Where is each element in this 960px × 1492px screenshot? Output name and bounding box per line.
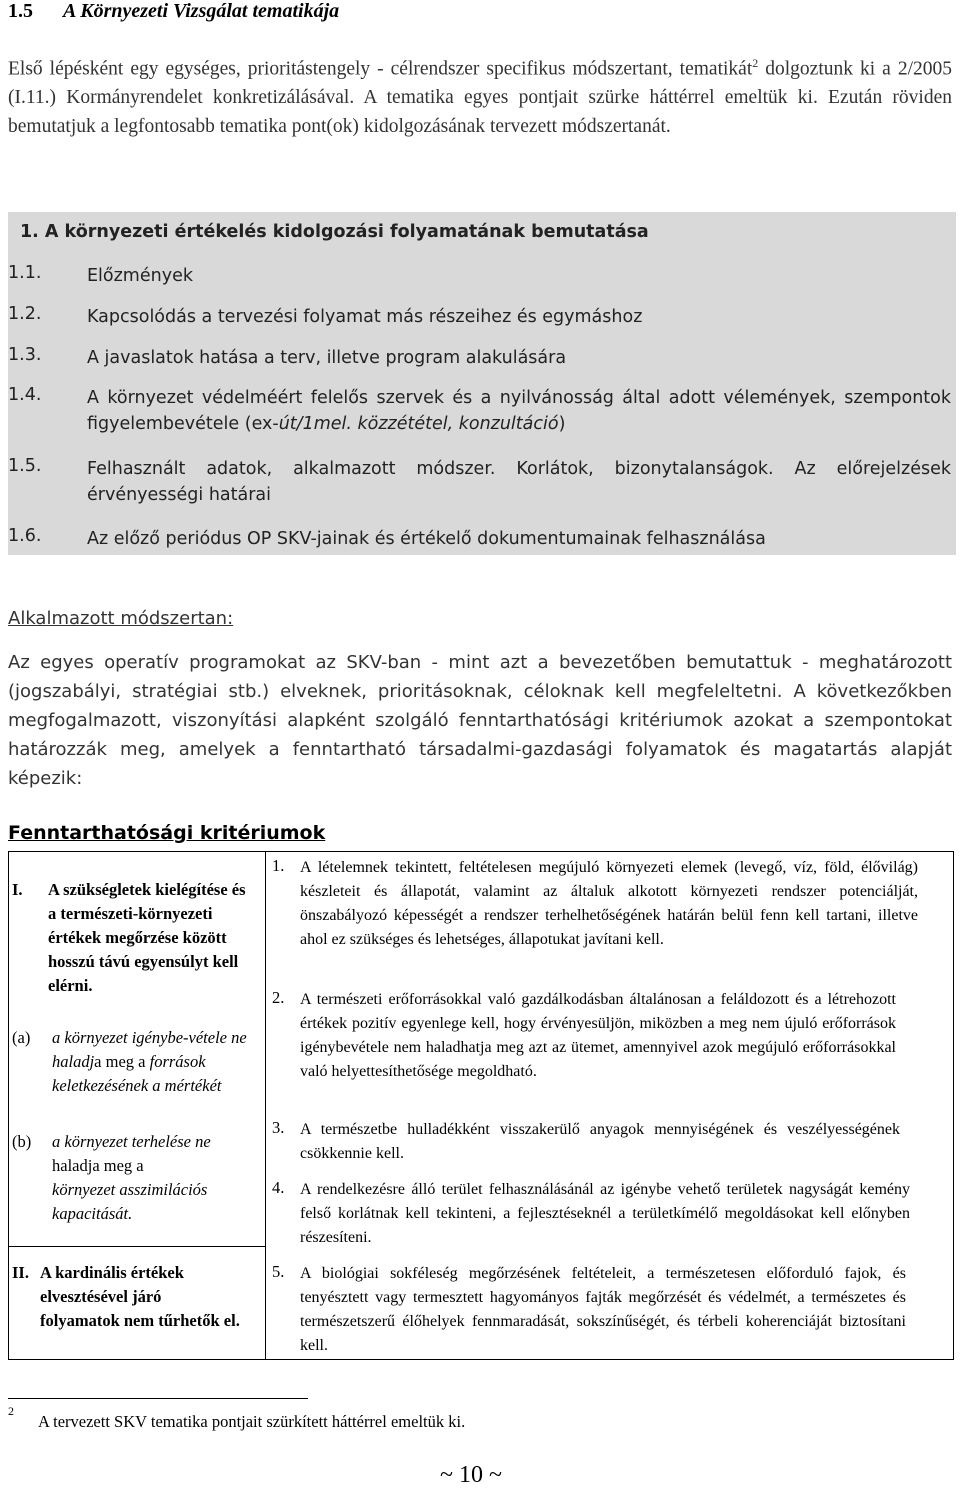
thematic-item-text: A javaslatok hatása a terv, illetve program alakulására <box>87 348 567 368</box>
footnote-separator <box>8 1398 308 1399</box>
thematic-item-text-italic: út/1mel. közzététel, konzultáció <box>278 414 559 434</box>
criterion-number: 3. <box>272 1118 285 1137</box>
thematic-item-text-main: A környezet védelméért felelős szervek és a nyilvánosság által adott vélemények, szempontok figyelembevétele (ex- <box>87 388 951 434</box>
group-1-number: I. <box>12 880 23 899</box>
page-number: ~ 10 ~ <box>440 1462 502 1488</box>
table-column-divider <box>265 851 266 1360</box>
footnote-text: A tervezett SKV tematika pontjait szürkített háttérrel emeltük ki. <box>38 1412 466 1431</box>
section-title: A Környezeti Vizsgálat tematikája <box>63 0 340 22</box>
thematic-item-text-tail: ) <box>558 414 566 434</box>
group-1-b-text: a környezet terhelése ne haladja meg a környezet asszimilációs kapacitását. <box>52 1132 211 1223</box>
thematic-main-heading: 1. A környezeti értékelés kidolgozási folyamatának bemutatása <box>20 222 649 242</box>
criterion-number: 2. <box>272 988 285 1007</box>
criterion-number: 5. <box>272 1262 285 1281</box>
method-paragraph: Az egyes operatív programokat az SKV-ban - mint azt a bevezetőben bemutattuk - meghatározott (jogszabályi, stratégiai stb.) elveknek, prioritásoknak, céloknak kell megfeleltetni. A következőkben megfogalmazott, viszonyítási alapként szolgáló fenntarthatósági kritériumok azokat a szempontokat határozzák meg, amelyek a fenntartható társadalmi-gazdasági folyamatok és magatartás alapját képezik: <box>8 652 952 789</box>
group-1-title: A szükségletek kielégítése és a természeti-környezeti értékek megőrzése között hosszú távú egyensúlyt kell elérni. <box>48 880 246 995</box>
thematic-item-text: Előzmények <box>87 266 193 286</box>
group-2-number: II. <box>12 1263 29 1282</box>
group-1-a-text: a környezet igénybe-vétele ne haladja meg a források keletkezésének a mértékét <box>52 1028 247 1095</box>
criterion-text: A természetbe hulladékként visszakerülő anyagok mennyiségének és veszélyességének csökkennie kell. <box>300 1121 900 1162</box>
thematic-item-text: Kapcsolódás a tervezési folyamat más részeihez és egymáshoz <box>87 307 643 327</box>
footnote-ref: 2 <box>752 56 759 70</box>
criterion-text: A rendelkezésre álló terület felhasználásánál az igénybe vehető területek nagyságát kemény felső korlátnak kell tekinteni, a fejlesztéseknél a területkímélő megoldásokat kell előnyben részesíteni. <box>300 1181 910 1246</box>
section-number: 1.5 <box>8 0 33 22</box>
intro-text: Első lépésként egy egységes, prioritástengely - célrendszer specifikus módszertant, tematikát <box>8 58 753 80</box>
table-row-divider <box>8 1246 266 1247</box>
thematic-item-number: 1.3. <box>8 345 42 365</box>
criterion-number: 4. <box>272 1178 285 1197</box>
criterion-text: A lételemnek tekintett, feltételesen megújuló környezeti elemek (levegő, víz, föld, élővilág) készleteit és állapotát, valamint az általuk alkotott környezeti rendszer potenciálját, önszabályozó képességét a rendszer terhelhetőségének határán belül fenn kell tartani, illetve ahol ez szükséges és lehetséges, állapotukat javítani kell. <box>300 859 918 948</box>
thematic-item-number: 1.5. <box>8 456 42 476</box>
thematic-item-number: 1.2. <box>8 304 42 324</box>
footnote-number: 2 <box>8 1404 14 1418</box>
group-2-title: A kardinális értékek elvesztésével járó folyamatok nem tűrhetők el. <box>40 1263 240 1330</box>
thematic-item-text <box>87 385 951 437</box>
criterion-text: A biológiai sokféleség megőrzésének feltételeit, a természetesen előforduló fajok, és tenyésztett vagy termesztett hagyományos fajták megőrzését és védelmét, a természetes és természetszerű élőhelyek fennmaradását, sokszínűségét, és térbeli koherenciáját biztosítani kell. <box>300 1265 906 1354</box>
criterion-number: 1. <box>272 856 285 875</box>
intro-rest: dolgoztunk ki a 2/2005 (I.11.) Kormányrendelet konkretizálásával. A tematika egyes pontjait szürke háttérrel emeltük ki. Ezután röviden bemutatjuk a legfontosabb tematika pont(ok) kidolgozásának tervezett módszertanát. <box>8 58 952 137</box>
thematic-item-text: Felhasznált adatok, alkalmazott módszer. Korlátok, bizonytalanságok. Az előrejelzések érvényességi határai <box>87 459 951 505</box>
thematic-item-text: Az előző periódus OP SKV-jainak és értékelő dokumentumainak felhasználása <box>87 529 766 549</box>
criteria-title: Fenntarthatósági kritériumok <box>8 822 326 844</box>
thematic-item-number: 1.1. <box>8 263 42 283</box>
intro-paragraph <box>8 49 952 141</box>
section-heading <box>8 0 339 23</box>
criterion-text: A természeti erőforrásokkal való gazdálkodásban általánosan a feláldozott és a létrehozott értékek pozitív egyenlege kell, hogy érvényesüljön, miközben a meg nem újuló erőforrások igénybevétele nem haladhatja meg azt az ütemet, amennyivel azok megújuló erőforrásokkal való helyettesíthetősége megoldható. <box>300 991 896 1080</box>
method-title: Alkalmazott módszertan: <box>8 608 234 629</box>
group-1-a-label: (a) <box>12 1028 31 1047</box>
thematic-item-number: 1.4. <box>8 385 42 405</box>
thematic-item-number: 1.6. <box>8 526 42 546</box>
group-1-b-label: (b) <box>12 1132 32 1151</box>
